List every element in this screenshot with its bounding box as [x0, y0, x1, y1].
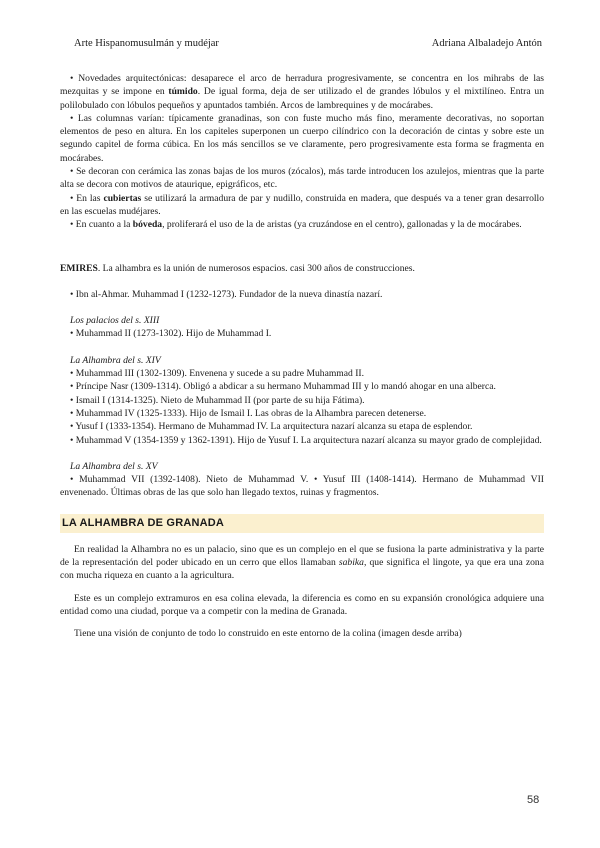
- ruler-item: • Príncipe Nasr (1309-1314). Obligó a abdicar a su hermano Muhammad III y lo mandó ahogar en una alberca.: [70, 381, 496, 393]
- ruler-item: • Muhammad VII (1392-1408). Nieto de Muhammad V. • Yusuf III (1408-1414). Hermano de Muhammad VII envenenado. Últimas obras de las que solo han llegado textos, ruinas y fragmentos.: [60, 474, 544, 499]
- body-paragraph: Este es un complejo extramuros en esa colina elevada, la diferencia es como en su expansión cronológica adquiere una entidad como una ciudad, porque va a competir con la medina de Granada.: [60, 592, 544, 617]
- subheading-s15: La Alhambra del s. XV: [70, 460, 158, 472]
- bullet-cubiertas: • En las cubiertas se utilizará la armadura de par y nudillo, construida en madera, que después va a tener gran desarrollo en las escuelas mudéjares.: [60, 192, 544, 217]
- emires-title: EMIRES: [60, 262, 98, 274]
- ruler-item: • Ismail I (1314-1325). Nieto de Muhammad II (por parte de su hija Fátima).: [70, 394, 365, 406]
- ruler-item: • Muhammad V (1354-1359 y 1362-1391). Hijo de Yusuf I. La arquitectura nazarí alcanza su mayor grado de complejidad.: [70, 434, 542, 446]
- emires-paragraph: EMIRES. La alhambra es la unión de numerosos espacios. casi 300 años de construcciones.: [60, 262, 415, 274]
- body-paragraph: En realidad la Alhambra no es un palacio, sino que es un complejo en el que se fusiona la parte administrativa y la parte de la representación del poder ubicado en un cerro que ellos llamaban sabika, que significa el lingote, ya que era una zona con mucha riqueza en cuanto a la agricultura.: [60, 543, 544, 582]
- bullet-boveda: • En cuanto a la bóveda, proliferará el uso de la de aristas (ya cruzándose en el centro), gallonadas y la de mocárabes.: [70, 219, 522, 231]
- ruler-item: • Muhammad IV (1325-1333). Hijo de Ismail I. Las obras de la Alhambra parecen detenerse.: [70, 407, 427, 419]
- subheading-s13: Los palacios del s. XIII: [70, 315, 160, 327]
- running-header: [74, 38, 542, 49]
- ruler-item: • Yusuf I (1333-1354). Hermano de Muhammad IV. La arquitectura nazarí alcanza su etapa de esplendor.: [70, 421, 473, 433]
- ruler-item: • Muhammad III (1302-1309). Envenena y sucede a su padre Muhammad II.: [70, 368, 365, 380]
- subheading-s14: La Alhambra del s. XIV: [70, 354, 161, 366]
- header-course-title: Arte Hispanomusulmán y mudéjar: [74, 38, 219, 49]
- bullet-arcos: • Novedades arquitectónicas: desaparece el arco de herradura progresivamente, se concentra en los mihrabs de las mezquitas y se impone en túmido. De igual forma, deja de ser utilizado el de grandes lóbulos y el mixtilíneo. Entra un polilobulado con lóbulos pequeños y apuntados también. Arcos de lambrequines y de mocárabes.: [60, 73, 544, 111]
- header-author: Adriana Albaladejo Antón: [431, 38, 542, 49]
- page-number: 58: [527, 794, 540, 806]
- bullet-columnas: • Las columnas varían: típicamente granadinas, son con fuste mucho más fino, meramente decorativas, no soportan elementos de peso en altura. En los capiteles superponen un cuerpo cilíndrico con la decoración de cintas y sobre este un segundo capitel de forma cúbica. En los más sencillos se ve claramente, pero progresivamente esta forma se fragmenta en mocárabes.: [60, 112, 544, 164]
- founder-item: • Ibn al-Ahmar. Muhammad I (1232-1273). Fundador de la nueva dinastía nazarí.: [70, 288, 383, 300]
- body-paragraph: Tiene una visión de conjunto de todo lo construido en este entorno de la colina (imagen desde arriba): [74, 628, 462, 640]
- ruler-item: • Muhammad II (1273-1302). Hijo de Muhammad I.: [70, 328, 272, 340]
- page-content: [60, 72, 544, 650]
- bullet-ceramica: • Se decoran con cerámica las zonas bajas de los muros (zócalos), más tarde introducen los azulejos, mientras que la parte alta se decora con motivos de ataurique, epigráficos, etc.: [60, 166, 544, 191]
- section-heading: LA ALHAMBRA DE GRANADA: [60, 514, 544, 533]
